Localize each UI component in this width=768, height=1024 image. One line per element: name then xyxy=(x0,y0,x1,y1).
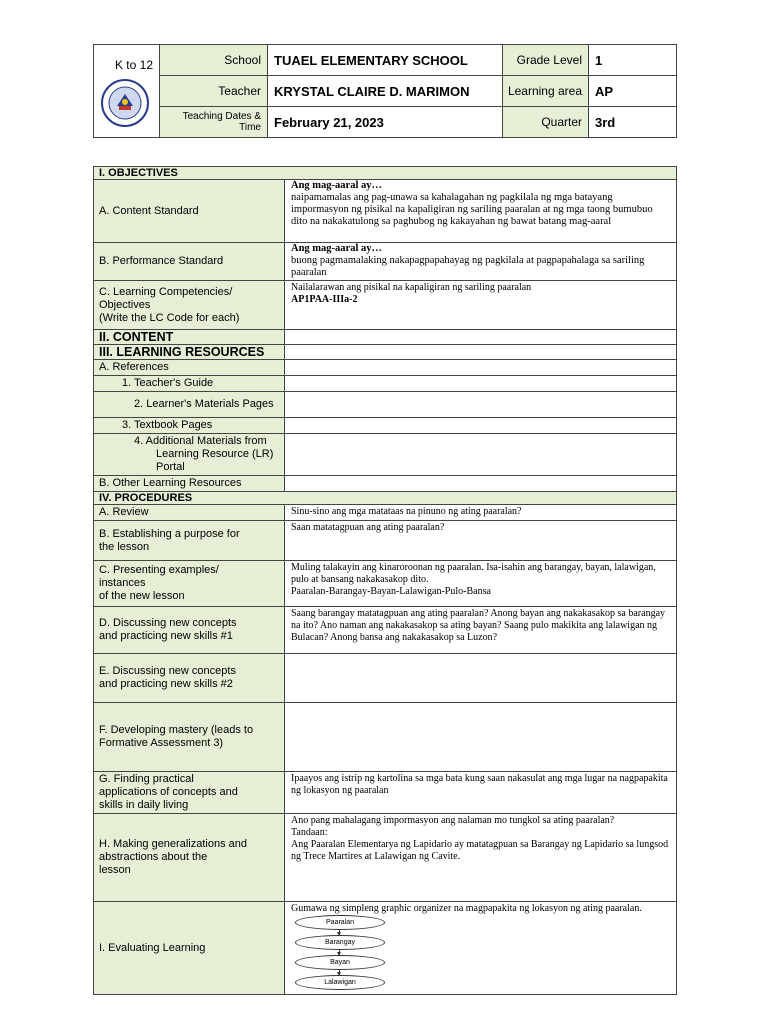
k12-label: K to 12 xyxy=(114,58,153,72)
grade-level-label: Grade Level xyxy=(503,45,589,76)
header-table xyxy=(93,44,677,138)
textbook-pages-label: 3. Textbook Pages xyxy=(94,418,285,434)
content-standard-lead: Ang mag-aaral ay… xyxy=(291,180,382,191)
additional-materials-value xyxy=(285,434,677,476)
content-standard-text: naipamamalas ang pag-unawa sa kahalagahan ng pagkilala ng mga batayang impormasyon ng pisikal na kapaligiran ng sariling paaralan at ng mga taong bumubuo dito na nakakatulong sa paghubog ng kakayahan ng bawat batang mag-aaral xyxy=(291,192,653,227)
flow-node-lalawigan: Lalawigan xyxy=(295,975,385,990)
competency-code: AP1PAA-IIIa-2 xyxy=(291,294,358,305)
discussing-2-value xyxy=(285,654,677,703)
purpose-label: B. Establishing a purpose for the lesson xyxy=(94,521,285,561)
performance-standard-label: B. Performance Standard xyxy=(94,243,285,281)
learning-area-value: AP xyxy=(589,76,677,107)
other-resources-value xyxy=(285,476,677,492)
content-value xyxy=(285,330,677,345)
teachers-guide-value xyxy=(285,376,677,392)
quarter-value: 3rd xyxy=(589,107,677,138)
teachers-guide-label: 1. Teacher's Guide xyxy=(94,376,285,392)
teacher-label: Teacher xyxy=(160,76,268,107)
evaluating-label: I. Evaluating Learning xyxy=(94,902,285,995)
flow-node-paaralan: Paaralan xyxy=(295,915,385,930)
flow-node-barangay: Barangay xyxy=(295,935,385,950)
performance-standard-text: buong pagmamalaking nakapagpapahayag ng pagkilala at pagpapahalaga sa sariling paaralan xyxy=(291,255,645,278)
review-label: A. Review xyxy=(94,505,285,521)
competencies-label: C. Learning Competencies/ Objectives (Write the LC Code for each) xyxy=(94,281,285,330)
developing-mastery-value xyxy=(285,703,677,772)
performance-standard-lead: Ang mag-aaral ay… xyxy=(291,243,382,254)
competencies-cell xyxy=(285,281,677,330)
resources-value xyxy=(285,345,677,360)
procedures-heading: IV. PROCEDURES xyxy=(94,492,677,505)
teacher-value: KRYSTAL CLAIRE D. MARIMON xyxy=(268,76,503,107)
resources-heading: III. LEARNING RESOURCES xyxy=(94,345,285,360)
performance-standard-cell xyxy=(285,243,677,281)
graphic-organizer xyxy=(295,915,395,993)
presenting-examples-label: C. Presenting examples/ instances of the new lesson xyxy=(94,561,285,607)
grade-level-value: 1 xyxy=(589,45,677,76)
competency-text: Nailalarawan ang pisikal na kapaligiran ng sariling paaralan xyxy=(291,282,532,293)
teaching-dates-label: Teaching Dates & Time xyxy=(160,107,268,138)
content-standard-cell xyxy=(285,180,677,243)
generalizations-label: H. Making generalizations and abstractions about the lesson xyxy=(94,814,285,902)
references-label: A. References xyxy=(94,360,285,376)
generalizations-text: Ano pang mahalagang impormasyon ang nalaman mo tungkol sa ating paaralan? Tandaan: Ang Paaralan Elementarya ng Lapidario ay matatagpuan sa Barangay ng Lapidario sa lungsod ng Trece Martires at Lalawigan ng Cavite. xyxy=(285,814,677,902)
presenting-examples-text: Muling talakayin ang kinaroroonan ng paaralan. Isa-isahin ang barangay, bayan, lalawigan, pulo at bansang nakakasakop dito. Paaralan-Barangay-Bayan-Lalawigan-Pulo-Bansa xyxy=(285,561,677,607)
learning-area-label: Learning area xyxy=(503,76,589,107)
discussing-1-text: Saang barangay matatagpuan ang ating paaralan? Anong bayan ang nakakasakop sa barangay na ito? Ano naman ang nakakasakop sa ating bayan? Saang pulo makikita ang lalawigan ng Bulacan? Anong bansa ang nakakasakop sa Luzon? xyxy=(285,607,677,654)
lesson-plan-table xyxy=(93,166,677,995)
deped-seal-icon xyxy=(100,78,150,128)
other-resources-label: B. Other Learning Resources xyxy=(94,476,285,492)
additional-materials-label: 4. Additional Materials from Learning Resource (LR) Portal xyxy=(94,434,285,476)
practical-applications-text: Ipaayos ang istrip ng kartolina sa mga bata kung saan nakasulat ang mga lugar na nagpapakita ng lokasyon ng paaralan xyxy=(285,772,677,814)
review-text: Sinu-sino ang mga matataas na pinuno ng ating paaralan? xyxy=(285,505,677,521)
objectives-heading: I. OBJECTIVES xyxy=(94,167,677,180)
evaluating-cell xyxy=(285,902,677,995)
evaluating-text: Gumawa ng simpleng graphic organizer na magpapakita ng lokasyon ng ating paaralan. xyxy=(291,903,642,914)
textbook-pages-value xyxy=(285,418,677,434)
school-value: TUAEL ELEMENTARY SCHOOL xyxy=(268,45,503,76)
learners-materials-label: 2. Learner's Materials Pages xyxy=(94,392,285,418)
deped-logo-cell xyxy=(94,45,160,138)
quarter-label: Quarter xyxy=(503,107,589,138)
discussing-1-label: D. Discussing new concepts and practicing new skills #1 xyxy=(94,607,285,654)
flow-node-bayan: Bayan xyxy=(295,955,385,970)
content-standard-label: A. Content Standard xyxy=(94,180,285,243)
learners-materials-value xyxy=(285,392,677,418)
teaching-dates-value: February 21, 2023 xyxy=(268,107,503,138)
purpose-text: Saan matatagpuan ang ating paaralan? xyxy=(285,521,677,561)
practical-applications-label: G. Finding practical applications of concepts and skills in daily living xyxy=(94,772,285,814)
developing-mastery-label: F. Developing mastery (leads to Formative Assessment 3) xyxy=(94,703,285,772)
content-heading: II. CONTENT xyxy=(94,330,285,345)
discussing-2-label: E. Discussing new concepts and practicing new skills #2 xyxy=(94,654,285,703)
references-value xyxy=(285,360,677,376)
school-label: School xyxy=(160,45,268,76)
